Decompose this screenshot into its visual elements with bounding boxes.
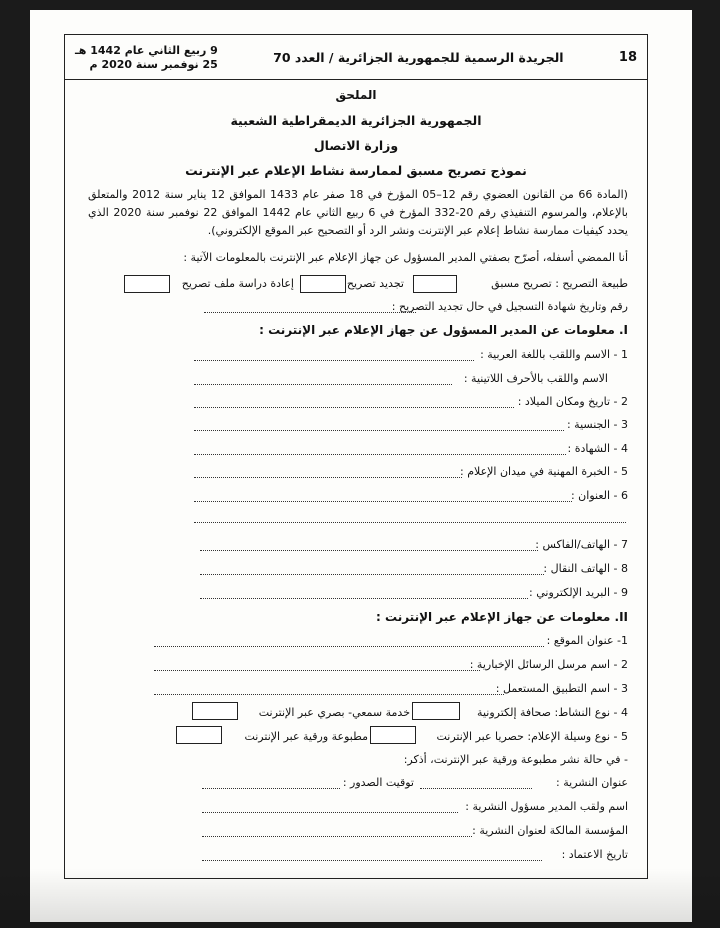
date-hijri: 9 ربيع الثاني عام 1442 هـ	[75, 44, 218, 57]
audiovisual-checkbox[interactable]	[192, 702, 238, 720]
diploma-field[interactable]	[194, 454, 566, 455]
name-latin-field[interactable]	[194, 384, 452, 385]
publication-title-field[interactable]	[420, 788, 532, 789]
page-header	[64, 34, 648, 80]
audiovisual-label: خدمة سمعي- بصري عبر الإنترنت	[258, 706, 410, 719]
print-online-checkbox[interactable]	[176, 726, 222, 744]
print-online-label: مطبوعة ورقية عبر الإنترنت	[244, 730, 368, 743]
undersigned-statement: أنا الممضي أسفله، أصرّح بصفتي المدير المسؤول عن جهاز الإعلام عبر الإنترنت بالمعلومات الآتية :	[183, 251, 628, 264]
section2-title: II. معلومات عن جهاز الإعلام عبر الإنترنت :	[376, 610, 628, 624]
form-title: نموذج تصريح مسبق لممارسة نشاط الإعلام عبر الإنترنت	[185, 163, 527, 178]
mobile-label: 8 - الهاتف النقال :	[543, 562, 628, 575]
renewal-checkbox[interactable]	[300, 275, 346, 293]
nationality-label: 3 - الجنسية :	[566, 418, 628, 431]
legal-reference: (المادة 66 من القانون العضوي رقم 12–05 المؤرخ في 18 صفر عام 1433 الموافق 12 يناير سنة 2012 والمتعلق بالإعلام، والمرسوم التنفيذي رقم 20-332 المؤرخ في 6 ربيع الثاني عام 1442 الموافق 22 نوفمبر سنة 2020 الذي يحدد كيفيات ممارسة نشاط إعلام عبر الإنترنت ونشر الرد أو التصحيح عبر الموقع الإلكتروني).	[88, 188, 628, 237]
nationality-field[interactable]	[194, 430, 564, 431]
section1-title: I. معلومات عن المدير المسؤول عن جهاز الإعلام عبر الإنترنت :	[259, 323, 628, 337]
publication-director-label: اسم ولقب المدير مسؤول النشرية :	[465, 800, 628, 813]
owner-label: المؤسسة المالكة لعنوان النشرية :	[472, 824, 628, 837]
release-timing-label: توقيت الصدور :	[342, 776, 414, 789]
sender-field[interactable]	[154, 670, 480, 671]
exclusive-online-checkbox[interactable]	[370, 726, 416, 744]
registration-field[interactable]	[204, 312, 416, 313]
approval-date-field[interactable]	[202, 860, 542, 861]
mobile-field[interactable]	[200, 574, 544, 575]
ministry-title: وزارة الاتصال	[313, 138, 399, 153]
page-number: 18	[618, 49, 637, 65]
if-print-note: - في حالة نشر مطبوعة ورقية عبر الإنترنت، أذكر:	[403, 753, 628, 766]
name-arabic-label: 1 - الاسم واللقب باللغة العربية :	[480, 348, 628, 361]
approval-date-label: تاريخ الاعتماد :	[561, 848, 628, 861]
restudy-label: إعادة دراسة ملف تصريح	[181, 277, 294, 290]
address-label: 6 - العنوان :	[570, 489, 628, 502]
email-field[interactable]	[200, 598, 528, 599]
diploma-label: 4 - الشهادة :	[567, 442, 628, 455]
experience-field[interactable]	[194, 477, 462, 478]
site-title-label: 1- عنوان الموقع :	[546, 634, 628, 647]
activity-label: 4 - نوع النشاط: صحافة إلكترونية	[477, 706, 628, 719]
registration-label: رقم وتاريخ شهادة التسجيل في حال تجديد التصريح :	[391, 300, 628, 313]
republic-title: الجمهورية الجزائرية الديمقراطية الشعبية	[230, 113, 482, 128]
medium-label: 5 - نوع وسيلة الإعلام: حصريا عبر الإنترنت	[436, 730, 628, 743]
fax-field[interactable]	[200, 550, 538, 551]
prior-declaration-checkbox[interactable]	[413, 275, 457, 293]
name-latin-label: الاسم واللقب بالأحرف اللاتينية :	[463, 372, 608, 385]
address-field-line2[interactable]	[194, 522, 626, 523]
header-dates	[75, 43, 218, 71]
birth-field[interactable]	[194, 407, 514, 408]
annex-title: الملحق	[335, 88, 377, 102]
release-timing-field[interactable]	[202, 788, 340, 789]
address-field[interactable]	[194, 501, 572, 502]
app-name-label: 3 - اسم التطبيق المستعمل :	[495, 682, 628, 695]
declaration-type-label: طبيعة التصريح : تصريح مسبق	[491, 277, 628, 290]
electronic-press-checkbox[interactable]	[412, 702, 460, 720]
experience-label: 5 - الخبرة المهنية في ميدان الإعلام :	[460, 465, 628, 478]
email-label: 9 - البريد الإلكتروني :	[529, 586, 628, 599]
sender-label: 2 - اسم مرسل الرسائل الإخبارية :	[469, 658, 628, 671]
site-title-field[interactable]	[154, 646, 544, 647]
photo-shadow	[0, 868, 720, 928]
journal-title: الجريدة الرسمية للجمهورية الجزائرية / العدد 70	[273, 49, 564, 65]
app-name-field[interactable]	[154, 694, 504, 695]
name-arabic-field[interactable]	[194, 360, 474, 361]
renewal-label: تجديد تصريح	[346, 277, 404, 290]
fax-label: 7 - الهاتف/الفاكس :	[535, 538, 628, 551]
date-gregorian: 25 نوفمبر سنة 2020 م	[89, 58, 218, 71]
owner-field[interactable]	[202, 836, 472, 837]
birth-label: 2 - تاريخ ومكان الميلاد :	[517, 395, 628, 408]
publication-director-field[interactable]	[202, 812, 458, 813]
restudy-checkbox[interactable]	[124, 275, 170, 293]
publication-title-label: عنوان النشرية :	[556, 776, 628, 789]
